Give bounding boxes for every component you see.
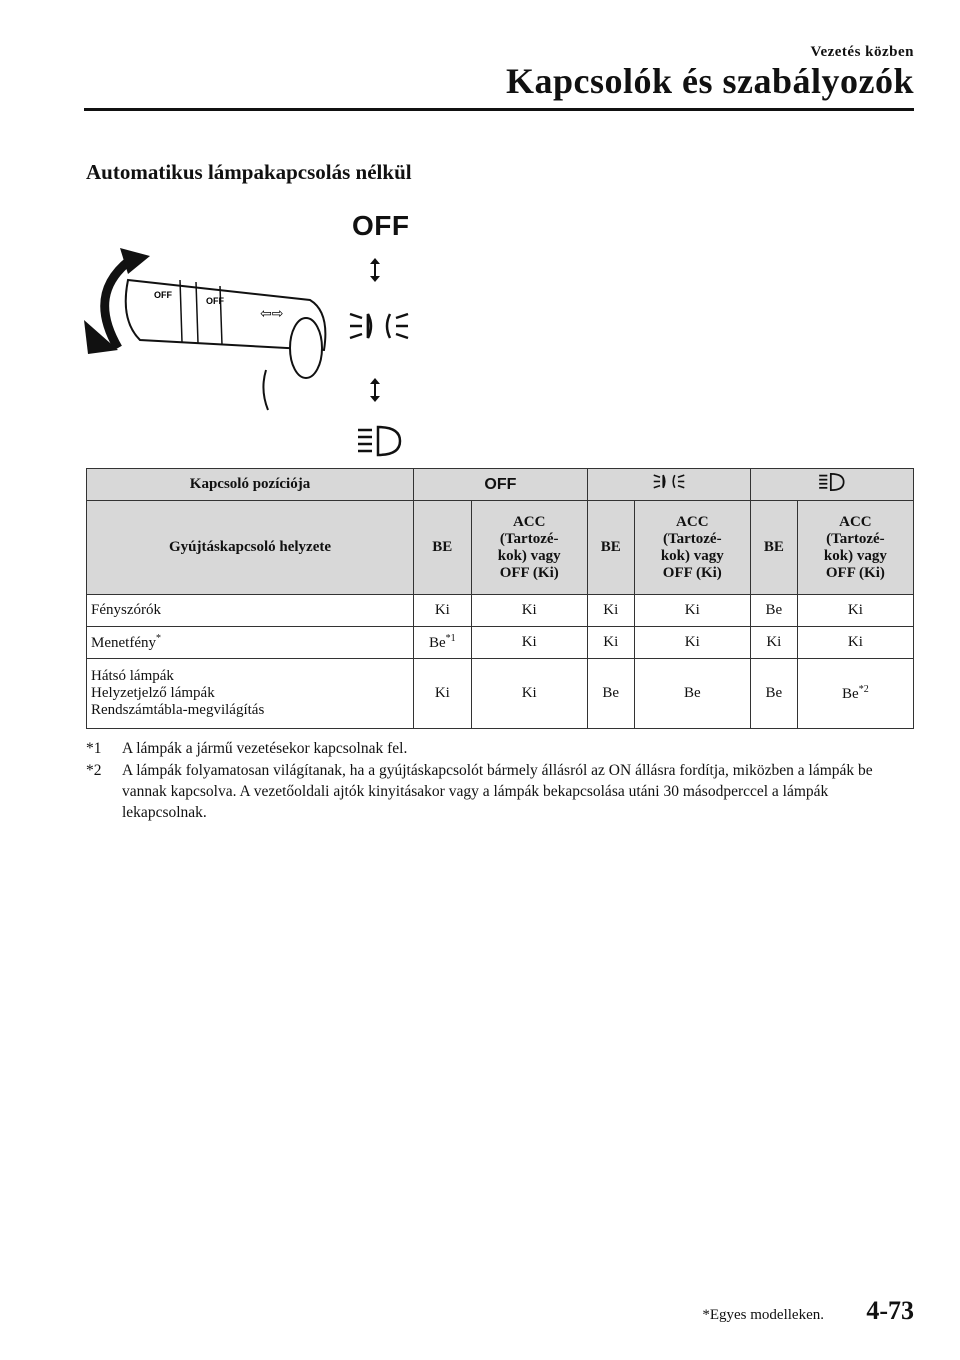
table-cell: Ki [797,595,913,627]
table-cell: Ki [634,595,750,627]
table-cell: Ki [750,627,797,659]
table-row [87,627,914,659]
table-cell: Be$^{*2}$ [797,659,913,729]
ignition-cell: ACC (Tartozé- kok) vagy OFF (Ki) [634,501,750,595]
table-cell: Ki [587,627,634,659]
ignition-cell: BE [750,501,797,595]
table-cell: Be$^{*1}$ [414,627,472,659]
table-cell: Ki [587,595,634,627]
svg-text:OFF: OFF [206,296,224,306]
chapter-subtitle: Vezetés közben [810,44,914,60]
table-cell: Be [750,595,797,627]
off-position-label: OFF [352,210,410,241]
table-cell: Ki [471,659,587,729]
ignition-row-label: Gyújtáskapcsoló helyzete [87,501,414,595]
up-down-arrow-icon [368,378,382,402]
row-label: Fényszórók [87,595,414,627]
footnote-mark: *2 [86,762,102,779]
table-cell: Ki [471,595,587,627]
table-cell: Be [587,659,634,729]
footnote [86,738,916,760]
section-title: Automatikus lámpakapcsolás nélkül [86,160,412,184]
table-header-label: Kapcsoló pozíciója [87,469,414,501]
ignition-cell: BE [414,501,472,595]
footnote [86,760,916,826]
table-cell: Ki [797,627,913,659]
row-label: Hátsó lámpák Helyzetjelző lámpák Rendszámtábla-megvilágítás [87,659,414,729]
footnote-text: A lámpák a jármű vezetésekor kapcsolnak fel. [122,740,408,757]
row-label: Menetfény* [87,627,414,659]
footnote-text: A lámpák folyamatosan világítanak, ha a gyújtáskapcsolót bármely állásról az ON állásra fordítja, miközben a lámpák be vannak kapcsolva. A vezetőoldali ajtók kinyitásakor vagy a lámpák bekapcsolása utáni 30 másodperccel a lámpák lekapcsolnak. [122,762,873,821]
header-parking-light [587,469,750,501]
svg-text:OFF: OFF [154,290,172,300]
footer-note: *Egyes modelleken. [702,1307,824,1323]
header-rule [84,108,914,111]
table-row [87,595,914,627]
svg-text:⇦⇨: ⇦⇨ [260,306,284,322]
ignition-cell: BE [587,501,634,595]
table-row [87,659,914,729]
headlight-icon [818,472,846,492]
parking-light-icon [348,308,410,346]
chapter-title: Kapcsolók és szabályozók [505,61,914,101]
headlight-icon [356,424,404,458]
ignition-row [87,501,914,595]
footnote-mark: *1 [86,740,102,757]
page-number: 4-73 [866,1296,914,1325]
header-headlight [750,469,913,501]
up-down-arrow-icon [368,258,382,282]
table-cell: Ki [414,659,472,729]
table-cell: Ki [634,627,750,659]
header-off: OFF [414,469,588,501]
table-cell: Be [634,659,750,729]
table-cell: Ki [471,627,587,659]
ignition-cell: ACC (Tartozé- kok) vagy OFF (Ki) [797,501,913,595]
ignition-cell: ACC (Tartozé- kok) vagy OFF (Ki) [471,501,587,595]
table-cell: Ki [414,595,472,627]
table-header-row [87,469,914,501]
parking-light-icon [651,472,687,492]
light-status-table [86,468,914,729]
table-cell: Be [750,659,797,729]
